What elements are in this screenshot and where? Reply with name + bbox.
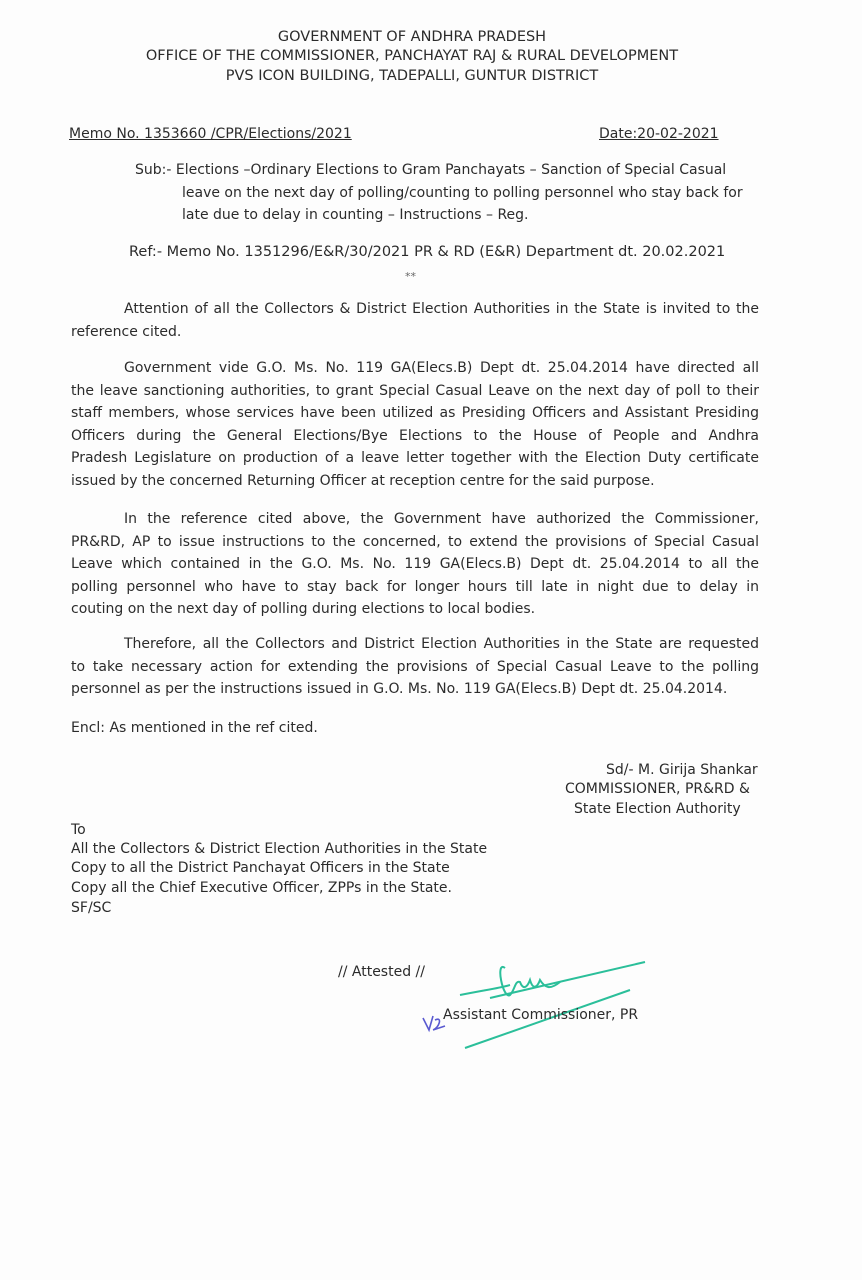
recipient-to: To [71,822,86,838]
paragraph-line: Pradesh Legislature on production of a leave letter together with the Election Duty certificate [71,450,759,467]
signatory-authority: State Election Authority [574,801,741,817]
recipient-line: Copy all the Chief Executive Officer, ZPPs in the State. [71,880,452,896]
paragraph-line: polling personnel who have to stay back for longer hours till late in night due to delay in [71,578,759,595]
paragraph-line: Leave which contained in the G.O. Ms. No. 119 GA(Elecs.B) Dept dt. 25.04.2014 to all the [71,556,759,573]
recipient-line: All the Collectors & District Election Authorities in the State [71,841,488,857]
header-line-1: GOVERNMENT OF ANDHRA PRADESH [277,29,547,45]
paragraph-line: Government vide G.O. Ms. No. 119 GA(Elecs.B) Dept dt. 25.04.2014 have directed all [124,360,759,376]
header-line-3: PVS ICON BUILDING, TADEPALLI, GUNTUR DISTRICT [225,68,599,84]
paragraph-line: PR&RD, AP to issue instructions to the concerned, to extend the provisions of Special Casual [71,533,759,550]
paragraph-line: Attention of all the Collectors & District Election Authorities in the State is invited to the [124,301,759,317]
memo-date: Date:20-02-2021 [599,126,719,142]
paragraph-line: Officers during the General Elections/Bye Elections to the House of People and Andhra [71,427,759,444]
subject-line: late due to delay in counting – Instructions – Reg. [182,207,529,223]
signature-mark [415,950,655,1055]
recipient-line: SF/SC [71,900,112,916]
recipient-line: Copy to all the District Panchayat Officers in the State [71,860,450,876]
paragraph-line: issued by the concerned Returning Officer at reception centre for the said purpose. [71,473,655,489]
paragraph-line: to take necessary action for extending the provisions of Special Casual Leave to the polling [71,658,759,675]
subject-line: leave on the next day of polling/counting to polling personnel who stay back for [182,185,743,201]
separator: ** [405,270,416,283]
paragraph-line: In the reference cited above, the Government have authorized the Commissioner, [124,511,759,527]
signatory-title: COMMISSIONER, PR&RD & [565,781,750,797]
paragraph-line: the leave sanctioning authorities, to grant Special Casual Leave on the next day of poll to their [71,382,759,399]
subject-line: Sub:- Elections –Ordinary Elections to Gram Panchayats – Sanction of Special Casual [135,162,727,178]
enclosure: Encl: As mentioned in the ref cited. [71,720,318,736]
paragraph-line: staff members, whose services have been utilized as Presiding Officers and Assistant Presiding [71,405,759,422]
attesting-designation: Assistant Commissioner, PR [443,1007,639,1023]
header-line-2: OFFICE OF THE COMMISSIONER, PANCHAYAT RAJ & RURAL DEVELOPMENT [145,48,679,64]
paragraph-line: reference cited. [71,323,182,340]
paragraph-line: Therefore, all the Collectors and District Election Authorities in the State are requested [124,636,759,652]
memo-number: Memo No. 1353660 /CPR/Elections/2021 [69,126,352,142]
reference: Ref:- Memo No. 1351296/E&R/30/2021 PR & RD (E&R) Department dt. 20.02.2021 [129,244,726,260]
paragraph-line: couting on the next day of polling during elections to local bodies. [71,601,536,618]
attested-label: // Attested // [338,964,425,980]
signatory-name: Sd/- M. Girija Shankar [606,762,758,778]
paragraph-line: personnel as per the instructions issued in G.O. Ms. No. 119 GA(Elecs.B) Dept dt. 25.04.2014. [71,681,728,698]
